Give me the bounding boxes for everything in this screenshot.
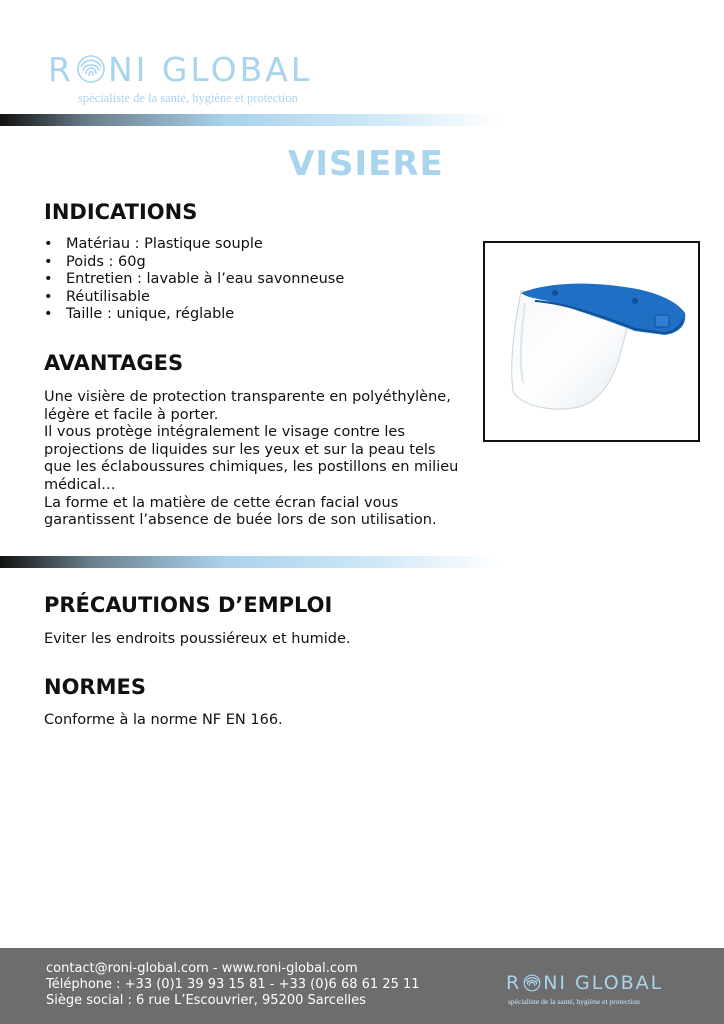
face-shield-illustration bbox=[485, 243, 698, 440]
avantages-text bbox=[44, 389, 458, 530]
avantages-line: que les éclaboussures chimiques, les postillons en milieu bbox=[44, 459, 459, 476]
avantages-line: La forme et la matière de cette écran facial vous bbox=[44, 494, 399, 511]
avantages-line: légère et facile à porter. bbox=[44, 406, 219, 423]
header-divider-band bbox=[0, 114, 500, 126]
mid-divider-band bbox=[0, 556, 500, 568]
indications-heading: INDICATIONS bbox=[44, 200, 198, 224]
avantages-line: garantissent l’absence de buée lors de son utilisation. bbox=[44, 512, 437, 529]
avantages-line: Une visière de protection transparente en polyéthylène, bbox=[44, 389, 451, 405]
footer-brand-tagline: spécialiste de la santé, hygiène et protection bbox=[508, 997, 640, 1006]
list-item: • Poids : 60g bbox=[44, 254, 344, 272]
fingerprint-o-icon bbox=[76, 54, 106, 91]
footer-brand-letters-rest: NI GLOBAL bbox=[543, 972, 664, 994]
brand-letters-rest: NI GLOBAL bbox=[107, 50, 313, 89]
avantages-line: projections de liquides sur les yeux et sur la peau tels bbox=[44, 441, 436, 458]
footer-fingerprint-o-icon bbox=[523, 974, 541, 997]
header-logo bbox=[48, 52, 312, 106]
avantages-line: médical… bbox=[44, 476, 116, 493]
normes-heading: NORMES bbox=[44, 675, 146, 699]
list-item: • Taille : unique, réglable bbox=[44, 306, 344, 324]
avantages-heading: AVANTAGES bbox=[44, 351, 184, 375]
brand-letter-r: R bbox=[48, 50, 74, 89]
footer-contact-block bbox=[46, 961, 420, 1009]
avantages-line: Il vous protège intégralement le visage contre les bbox=[44, 424, 405, 441]
list-item: • Matériau : Plastique souple bbox=[44, 236, 344, 254]
footer-phone: Téléphone : +33 (0)1 39 93 15 81 - +33 (0)6 68 61 25 11 bbox=[46, 977, 420, 992]
precautions-text: Eviter les endroits poussiéreux et humide. bbox=[44, 631, 351, 647]
precautions-heading: PRÉCAUTIONS D’EMPLOI bbox=[44, 593, 333, 617]
list-item: • Entretien : lavable à l’eau savonneuse bbox=[44, 271, 344, 289]
normes-text: Conforme à la norme NF EN 166. bbox=[44, 712, 283, 728]
product-image-frame bbox=[483, 241, 700, 442]
brand-tagline: spécialiste de la santé, hygiène et protection bbox=[78, 91, 298, 105]
indications-list bbox=[44, 236, 344, 324]
footer-logo bbox=[506, 972, 663, 1006]
footer-brand-wordmark bbox=[506, 972, 663, 997]
list-item: • Réutilisable bbox=[44, 289, 344, 307]
footer-brand-letter-r: R bbox=[506, 972, 522, 994]
page-title: VISIERE bbox=[288, 144, 444, 184]
brand-wordmark bbox=[48, 52, 312, 91]
footer-address: Siège social : 6 rue L’Escouvrier, 95200 Sarcelles bbox=[46, 993, 366, 1008]
footer-contact: contact@roni-global.com - www.roni-global.com bbox=[46, 961, 358, 976]
